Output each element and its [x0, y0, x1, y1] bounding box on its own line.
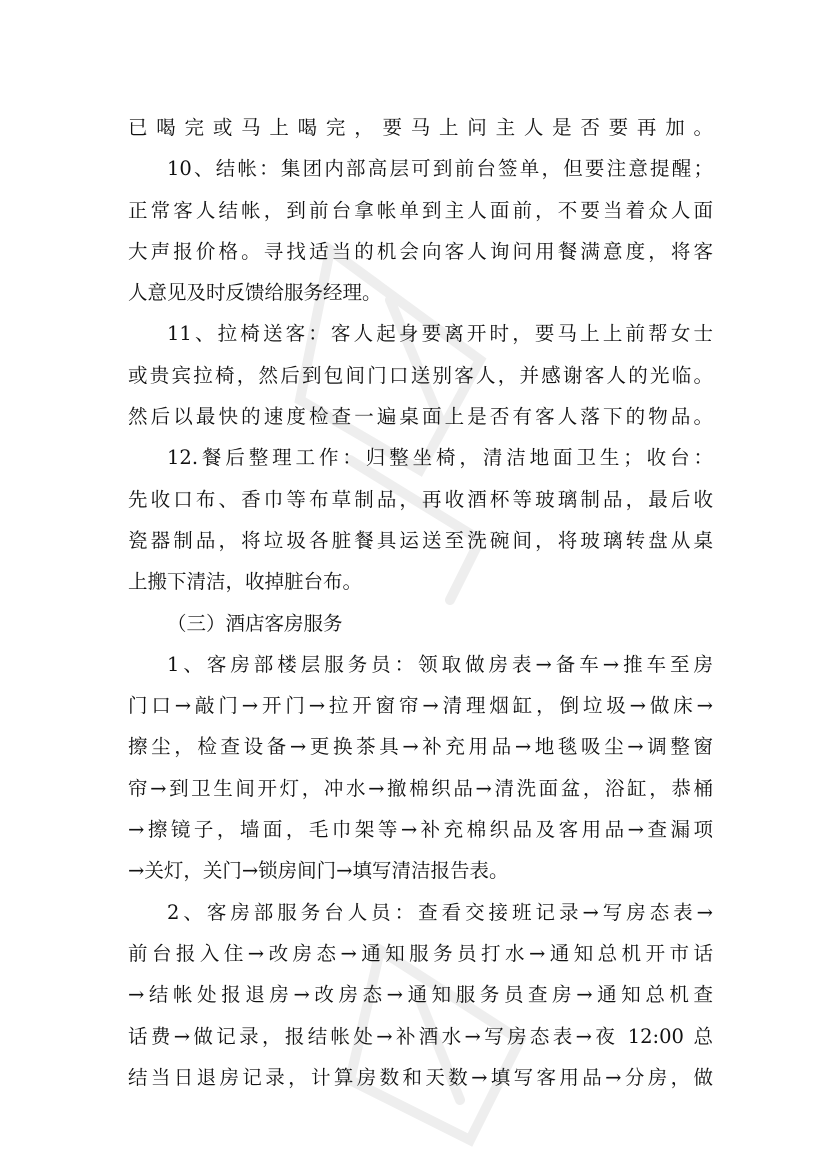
text-line: 帘→到卫生间开灯，冲水→撤棉织品→清洗面盆，浴缸，恭桶 — [128, 776, 713, 800]
text-line: →关灯，关门→锁房间门→填写清洁报告表。 — [128, 859, 509, 883]
text-line: 先收口布、香巾等布草制品，再收酒杯等玻璃制品，最后收 — [128, 487, 713, 511]
text-line: 瓷器制品，将垃圾各脏餐具运送至洗碗间，将玻璃转盘从桌 — [128, 528, 713, 552]
text-line: 话费→做记录，报结帐处→补酒水→写房态表→夜 12:00 总 — [128, 1024, 713, 1048]
text-line: 1、客房部楼层服务员：领取做房表→备车→推车至房 — [167, 652, 713, 676]
text-line: 12.餐后整理工作：归整坐椅，清洁地面卫生；收台： — [167, 446, 713, 470]
section-heading: （三）酒店客房服务 — [167, 611, 343, 635]
text-line: 结当日退房记录，计算房数和天数→填写客用品→分房，做 — [128, 1065, 713, 1089]
text-line: 然后以最快的速度检查一遍桌面上是否有客人落下的物品。 — [128, 405, 713, 429]
text-line: 11、拉椅送客：客人起身要离开时，要马上上前帮女士 — [167, 322, 713, 346]
text-line: 正常客人结帐，到前台拿帐单到主人面前，不要当着众人面 — [128, 198, 713, 222]
text-line: 门口→敲门→开门→拉开窗帘→清理烟缸，倒垃圾→做床→ — [128, 694, 713, 718]
text-line: →结帐处报退房→改房态→通知服务员查房→通知总机查 — [128, 983, 713, 1007]
text-line: 10、结帐：集团内部高层可到前台签单，但要注意提醒； — [167, 157, 713, 181]
text-line: 擦尘，检查设备→更换茶具→补充用品→地毯吸尘→调整窗 — [128, 735, 713, 759]
text-line: 大声报价格。寻找适当的机会向客人询问用餐满意度，将客 — [128, 239, 713, 263]
text-line: 已喝完或马上喝完，要马上问主人是否要再加。 — [128, 116, 713, 139]
text-line: 人意见及时反馈给服务经理。 — [128, 281, 382, 305]
text-line: 前台报入住→改房态→通知服务员打水→通知总机开市话 — [128, 941, 713, 965]
text-line: →擦镜子，墙面，毛巾架等→补充棉织品及客用品→查漏项 — [128, 818, 713, 842]
text-line: 2、客房部服务台人员：查看交接班记录→写房态表→ — [167, 900, 713, 924]
document-body — [128, 107, 713, 1098]
text-line: 或贵宾拉椅，然后到包间门口送别客人，并感谢客人的光临。 — [128, 363, 713, 387]
text-line: 上搬下清洁，收掉脏台布。 — [128, 570, 363, 594]
